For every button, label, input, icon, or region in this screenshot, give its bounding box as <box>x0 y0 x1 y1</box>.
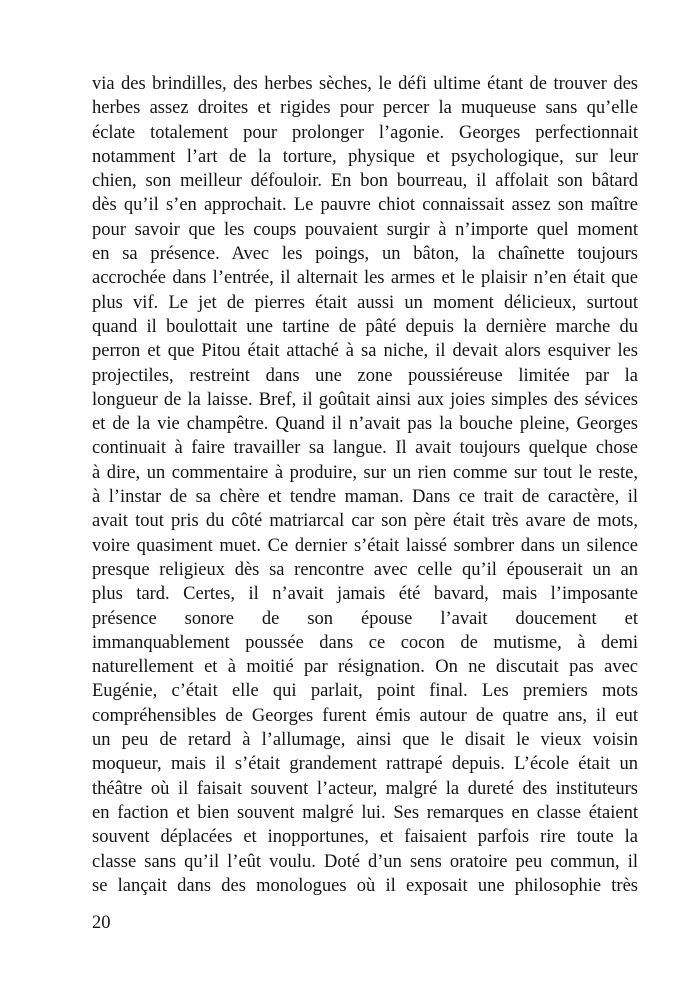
text-line: à dire, un commentaire à produire, sur un rien comme sur tout le reste, <box>92 462 638 483</box>
text-line: en sa présence. Avec les poings, un bâton, la chaînette toujours <box>92 244 638 265</box>
text-line: moqueur, mais il s’était grandement rattrapé depuis. L’école était un <box>92 754 638 775</box>
text-line: presque religieux dès sa rencontre avec celle qu’il épouserait un an <box>92 559 638 580</box>
text-line: perron et que Pitou était attaché à sa niche, il devait alors esquiver les <box>92 341 638 362</box>
text-line: longueur de la laisse. Bref, il goûtait ainsi aux joies simples des sévices <box>92 389 638 410</box>
text-line: chien, son meilleur défouloir. En bon bourreau, il affolait son bâtard <box>92 171 638 192</box>
text-line: accrochée dans l’entrée, il alternait les armes et le plaisir n’en était que <box>92 268 638 289</box>
text-line: classe sans qu’il l’eût voulu. Doté d’un sens oratoire peu commun, il <box>92 851 638 872</box>
text-line: via des brindilles, des herbes sèches, le défi ultime étant de trouver des <box>92 74 638 94</box>
text-line: dès qu’il s’en approchait. Le pauvre chiot connaissait assez son maître <box>92 195 638 216</box>
text-line: continuait à faire travailler sa langue. Il avait toujours quelque chose <box>92 438 638 459</box>
text-line: Eugénie, c’était elle qui parlait, point final. Les premiers mots <box>92 681 638 702</box>
text-line: naturellement et à moitié par résignation. On ne discutait pas avec <box>92 657 638 678</box>
text-line: voire quasiment muet. Ce dernier s’était laissé sombrer dans un silence <box>92 535 638 556</box>
text-line: plus vif. Le jet de pierres était aussi un moment délicieux, surtout <box>92 292 638 313</box>
text-line: souvent déplacées et inopportunes, et faisaient parfois rire toute la <box>92 827 638 848</box>
text-line: présence sonore de son épouse l’avait doucement et <box>92 608 638 629</box>
text-line: avait tout pris du côté matriarcal car son père était très avare de mots, <box>92 511 638 532</box>
text-line: théâtre où il faisait souvent l’acteur, malgré la dureté des instituteurs <box>92 778 638 799</box>
page-number: 20 <box>92 913 111 933</box>
text-line: herbes assez droites et rigides pour percer la muqueuse sans qu’elle <box>92 98 638 119</box>
text-line: pour savoir que les coups pouvaient surgir à n’importe quel moment <box>92 219 638 240</box>
text-line: en faction et bien souvent malgré lui. Ses remarques en classe étaient <box>92 802 638 823</box>
text-line: projectiles, restreint dans une zone poussiéreuse limitée par la <box>92 365 638 386</box>
text-line: et de la vie champêtre. Quand il n’avait pas la bouche pleine, Georges <box>92 414 638 435</box>
text-line: notamment l’art de la torture, physique et psychologique, sur leur <box>92 146 638 167</box>
text-line: éclate totalement pour prolonger l’agonie. Georges perfectionnait <box>92 122 638 143</box>
text-line: se lançait dans des monologues où il exposait une philosophie très <box>92 875 638 896</box>
text-line: plus tard. Certes, il n’avait jamais été bavard, mais l’imposante <box>92 584 638 605</box>
text-line: quand il boulottait une tartine de pâté depuis la dernière marche du <box>92 316 638 337</box>
body-text <box>92 72 638 898</box>
text-line: un peu de retard à l’allumage, ainsi que le disait le vieux voisin <box>92 730 638 751</box>
text-line: à l’instar de sa chère et tendre maman. Dans ce trait de caractère, il <box>92 487 638 508</box>
text-line: compréhensibles de Georges furent émis autour de quatre ans, il eut <box>92 705 638 726</box>
text-line: immanquablement poussée dans ce cocon de mutisme, à demi <box>92 632 638 653</box>
